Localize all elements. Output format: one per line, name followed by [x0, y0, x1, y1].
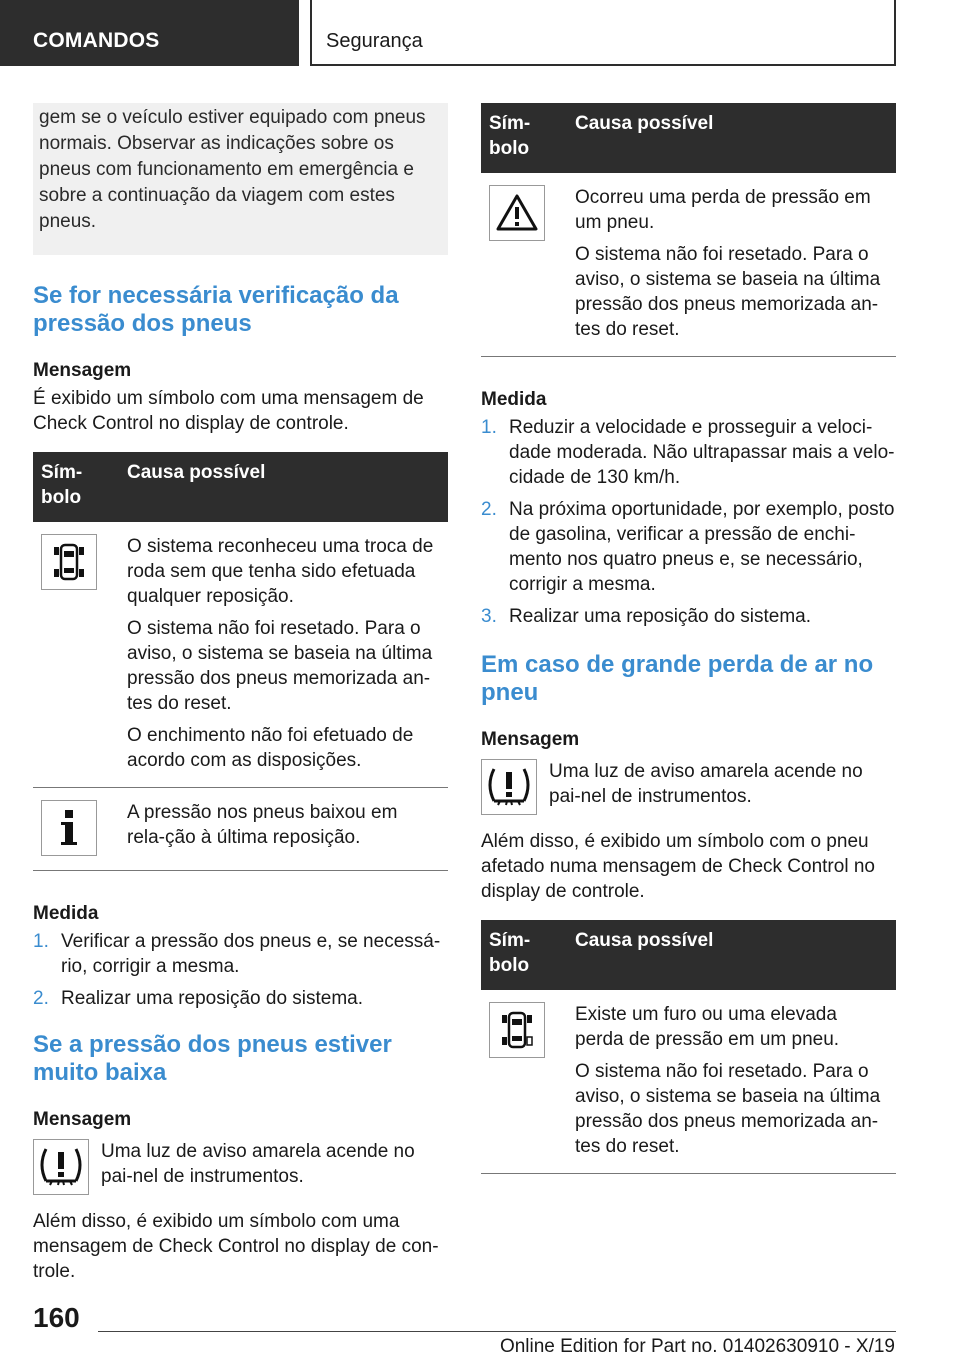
- table-row: [33, 788, 448, 871]
- left-column: [33, 103, 448, 1284]
- car-tyre-reset-icon: [41, 534, 97, 590]
- table-row: [481, 990, 896, 1174]
- symbol-table: [481, 920, 896, 1174]
- cause-column-header: Causa possível: [567, 920, 896, 990]
- list-item: 1. Reduzir a velocidade e prosseguir a veloci-dade moderada. Não ultrapassar mais a velo-cidade de 130 km/h.: [481, 417, 895, 488]
- measure-heading: Medida: [481, 389, 547, 410]
- footer-divider: [98, 1331, 896, 1332]
- cause-text: Existe um furo ou uma elevada perda de pressão em um pneu.: [575, 1004, 840, 1050]
- edition-note: Online Edition for Part no. 01402630910 - X/19: [499, 1336, 895, 1357]
- list-item: 3. Realizar uma reposição do sistema.: [481, 606, 812, 627]
- warning-lamp-text: Uma luz de aviso amarela acende no pai-nel de instrumentos.: [549, 761, 863, 807]
- chapter-tab: [310, 0, 896, 66]
- section-title: COMANDOS: [33, 29, 160, 52]
- table-header-row: [33, 452, 448, 522]
- symbol-column-header: Sím- bolo: [33, 452, 119, 522]
- warning-lamp-row: [33, 1139, 448, 1195]
- cause-text: O enchimento não foi efetuado de acordo com as disposições.: [127, 725, 414, 771]
- tyre-pressure-warning-icon: [33, 1139, 89, 1195]
- cause-column-header: Causa possível: [567, 103, 896, 173]
- cause-text: O sistema não foi resetado. Para o aviso, o sistema se baseia na última pressão dos pneus memorizada an-tes do reset.: [575, 1061, 881, 1157]
- message-heading: Mensagem: [33, 1109, 132, 1130]
- table-row: [481, 173, 896, 357]
- list-item: 2. Realizar uma reposição do sistema.: [33, 988, 364, 1009]
- measure-list: [481, 415, 896, 629]
- table-header-row: [481, 103, 896, 173]
- warning-triangle-icon: [489, 185, 545, 241]
- right-column: [481, 103, 896, 1174]
- cause-column-header: Causa possível: [119, 452, 448, 522]
- cause-text: O sistema não foi resetado. Para o aviso, o sistema se baseia na última pressão dos pneus memorizada an-tes do reset.: [127, 618, 433, 714]
- warning-lamp-row: [481, 759, 896, 815]
- message-heading: Mensagem: [33, 360, 132, 381]
- message-text: Além disso, é exibido um símbolo com o pneu afetado numa mensagem de Check Control no display de controle.: [481, 831, 875, 902]
- table-row: [33, 522, 448, 788]
- heading-air-loss: Em caso de grande perda de ar no pneu: [481, 651, 874, 706]
- measure-list: [33, 929, 448, 1011]
- heading-check-pressure: Se for necessária verificação da pressão dos pneus: [33, 282, 399, 337]
- symbol-column-header: Sím- bolo: [481, 103, 567, 173]
- list-item: 1. Verificar a pressão dos pneus e, se necessá-rio, corrigir a mesma.: [33, 931, 441, 977]
- car-tyre-puncture-icon: [489, 1002, 545, 1058]
- section-tab: [0, 0, 299, 66]
- table-header-row: [481, 920, 896, 990]
- tyre-pressure-warning-icon: [481, 759, 537, 815]
- note-box: [33, 103, 448, 255]
- warning-lamp-text: Uma luz de aviso amarela acende no pai-nel de instrumentos.: [101, 1141, 415, 1187]
- symbol-column-header: Sím- bolo: [481, 920, 567, 990]
- cause-text: O sistema não foi resetado. Para o aviso, o sistema se baseia na última pressão dos pneus memorizada an-tes do reset.: [575, 244, 881, 340]
- cause-text: A pressão nos pneus baixou em rela-ção à última reposição.: [127, 802, 398, 848]
- measure-heading: Medida: [33, 903, 99, 924]
- chapter-title: Segurança: [326, 30, 423, 52]
- message-text: É exibido um símbolo com uma mensagem de Check Control no display de controle.: [33, 388, 424, 434]
- note-text: gem se o veículo estiver equipado com pneus normais. Observar as indicações sobre os pneus com funcionamento em emergência e sobre a continuação da viagem com estes pneus.: [39, 107, 426, 232]
- symbol-table: [481, 103, 896, 357]
- message-heading: Mensagem: [481, 729, 580, 750]
- info-icon: [41, 800, 97, 856]
- cause-text: O sistema reconheceu uma troca de roda sem que tenha sido efetuada qualquer reposição.: [127, 536, 434, 607]
- cause-text: Ocorreu uma perda de pressão em um pneu.: [575, 187, 871, 233]
- page-number: 160: [33, 1302, 80, 1333]
- list-item: 2. Na próxima oportunidade, por exemplo, posto de gasolina, verificar a pressão de enchi-mento nos quatro pneus e, se necessário, corrigir a mesma.: [481, 499, 895, 595]
- message-text: Além disso, é exibido um símbolo com uma mensagem de Check Control no display de con-trole.: [33, 1211, 439, 1282]
- heading-low-pressure: Se a pressão dos pneus estiver muito baixa: [33, 1031, 392, 1086]
- symbol-table: [33, 452, 448, 871]
